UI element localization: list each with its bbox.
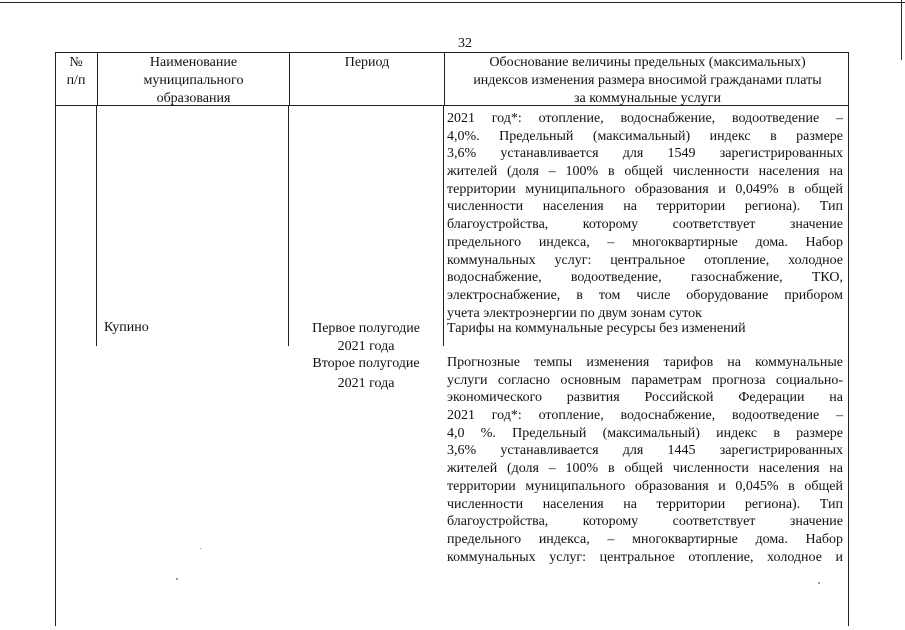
continuation-line: территории муниципального образования и 0,049% в общей	[447, 181, 843, 197]
first-half-justification	[447, 320, 843, 338]
scan-speck	[176, 578, 178, 580]
column-line-3	[443, 106, 444, 346]
continuation-line: жителей (доля – 100% в общей численности населения на	[447, 164, 843, 180]
header-municipality-line2: муниципального	[143, 73, 244, 88]
second-half-justification	[447, 354, 843, 566]
header-justification	[444, 53, 850, 105]
right-edge-line	[901, 0, 902, 60]
second-half-line: 4,0 %. Предельный (максимальный) индекс в размере	[447, 425, 843, 441]
period-second-half	[296, 354, 436, 394]
header-period	[289, 53, 444, 105]
continuation-line: 3,6% устанавливается для 1549 зарегистрированных	[447, 146, 843, 162]
period-first-half-line2: 2021 года	[337, 338, 395, 354]
municipality-name: Купино	[104, 320, 149, 335]
scan-speck	[818, 582, 820, 584]
continuation-line: численности населения на территории региона). Тип	[447, 199, 843, 215]
header-justification-line2: индексов изменения размера вносимой гражданами платы	[473, 73, 822, 88]
continuation-line: предельного индекса, – многоквартирные дома. Набор	[447, 234, 843, 250]
header-municipality-line1: Наименование	[149, 55, 238, 70]
period-first-half-line1: Первое полугодие	[312, 321, 420, 336]
second-half-line: территории муниципального образования и 0,045% в общей	[447, 478, 843, 494]
second-half-line: Прогнозные темпы изменения тарифов на коммунальные	[447, 355, 843, 370]
second-half-line: услуги согласно основным параметрам прогноза социально-	[447, 372, 843, 388]
second-half-line: 2021 год*: отопление, водоснабжение, водоотведение –	[447, 408, 843, 424]
second-half-line: коммунальных услуг: центральное отопление, холодное и	[447, 549, 843, 565]
header-justification-line1: Обоснование величины предельных (максимальных)	[489, 55, 806, 70]
continuation-line: водоснабжение, водоотведение, газоснабжение, ТКО,	[447, 270, 843, 286]
first-half-text: Тарифы на коммунальные ресурсы без изменений	[447, 321, 746, 336]
page-number: 32	[458, 36, 472, 51]
column-line-1	[96, 106, 97, 346]
header-number-line1: №	[69, 55, 83, 70]
continuation-line: 2021 год*: отопление, водоснабжение, водоотведение –	[447, 111, 843, 126]
second-half-line: экономического развития Российской Федерации на	[447, 390, 843, 406]
period-first-half	[296, 320, 436, 355]
column-line-right	[848, 106, 849, 626]
header-number-line2: п/п	[66, 73, 86, 88]
continuation-paragraph	[447, 110, 843, 322]
second-half-line: благоустройства, которому соответствует значение	[447, 514, 843, 530]
second-half-line: жителей (доля – 100% в общей численности населения на	[447, 461, 843, 477]
continuation-line: электроснабжение, в том числе оборудование прибором	[447, 287, 843, 303]
column-line-left	[55, 106, 56, 626]
top-border	[0, 2, 905, 3]
second-half-line: предельного индекса, – многоквартирные дома. Набор	[447, 531, 843, 547]
header-period-label: Период	[344, 55, 390, 70]
second-half-line: численности населения на территории региона). Тип	[447, 496, 843, 512]
period-second-half-line2: 2021 года	[337, 376, 395, 391]
header-number	[55, 53, 97, 105]
scan-speck	[200, 548, 201, 549]
header-justification-line3: за коммунальные услуги	[573, 91, 722, 106]
header-municipality	[97, 53, 289, 105]
continuation-line: благоустройства, которому соответствует значение	[447, 217, 843, 233]
table-header	[55, 52, 849, 106]
header-municipality-line3: образования	[156, 91, 231, 106]
second-half-line: 3,6% устанавливается для 1445 зарегистрированных	[447, 443, 843, 459]
column-line-2	[288, 106, 289, 346]
period-second-half-line1: Второе полугодие	[312, 356, 420, 371]
continuation-line: 4,0%. Предельный (максимальный) индекс в размере	[447, 128, 843, 144]
continuation-line: учета электроэнергии по двум зонам суток	[447, 305, 702, 321]
continuation-line: коммунальных услуг: центральное отопление, холодное	[447, 252, 843, 268]
